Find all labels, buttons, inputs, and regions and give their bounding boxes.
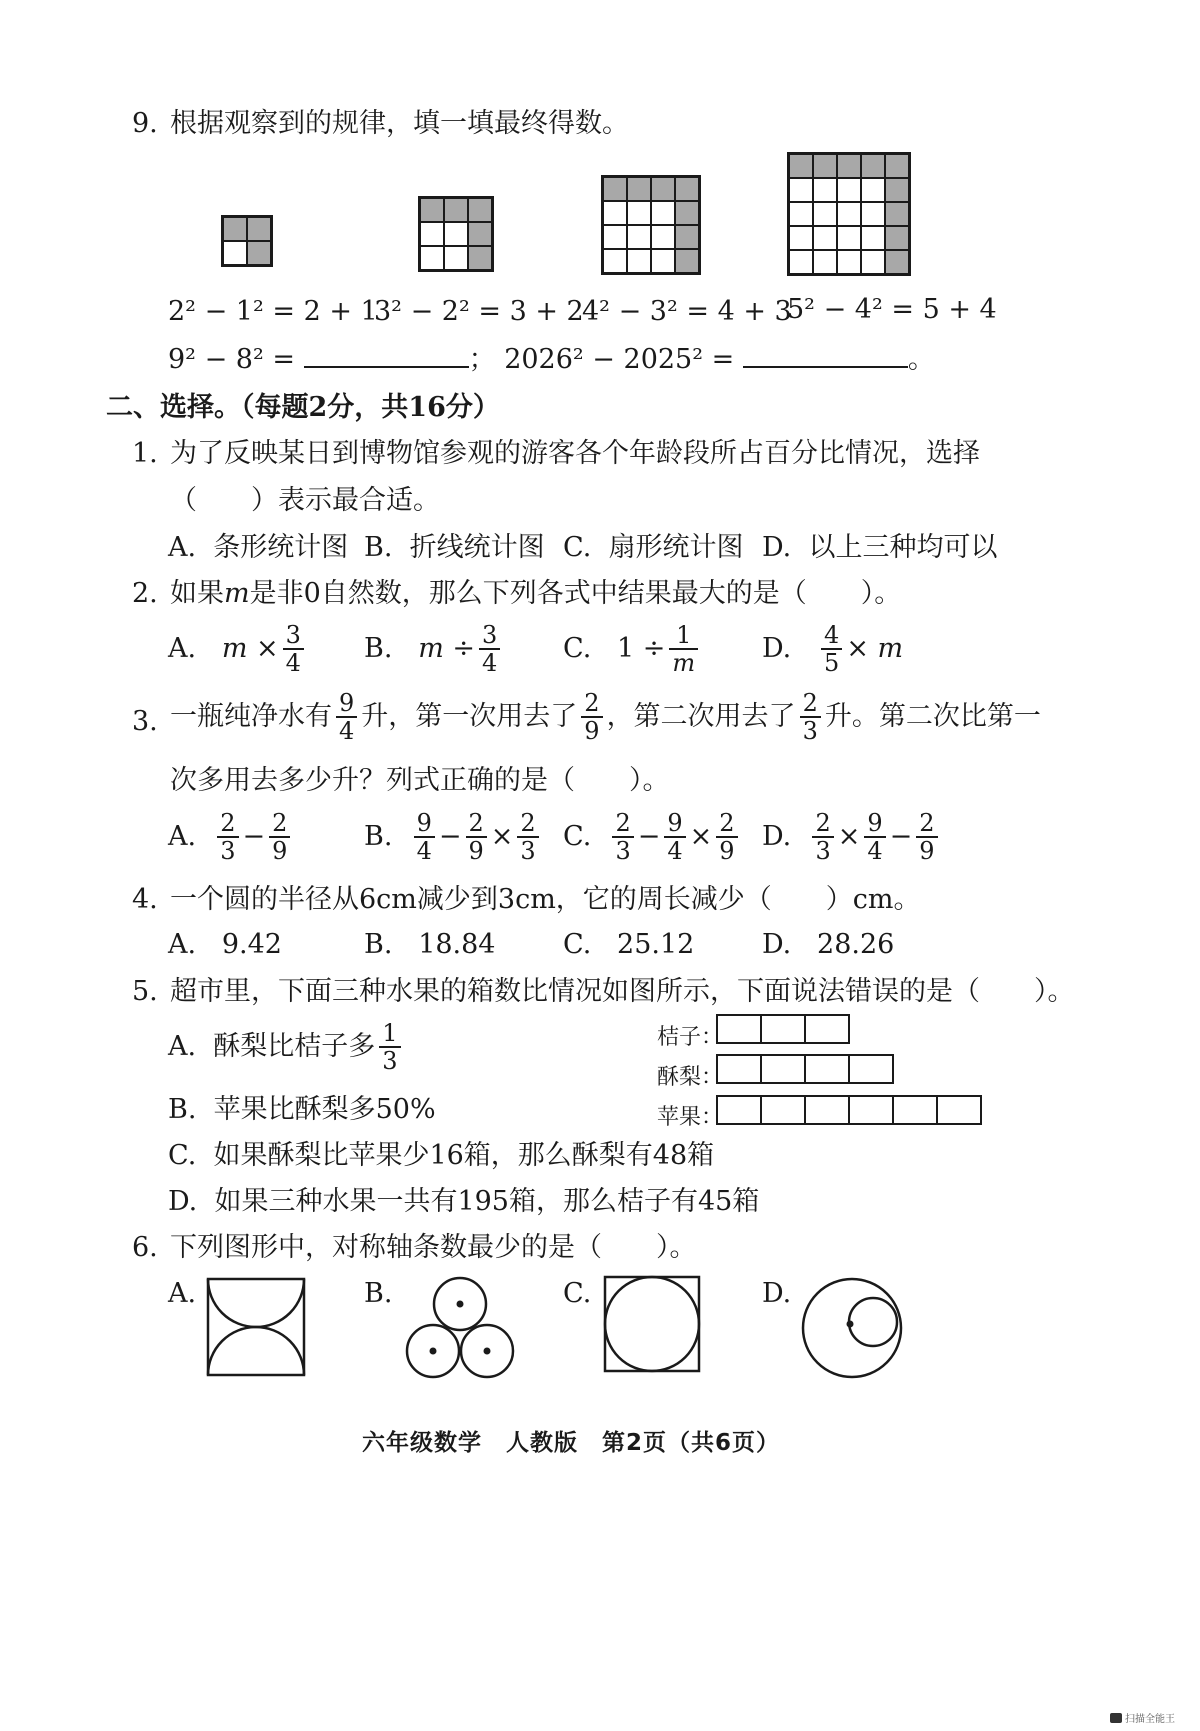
- q6-option-c-label[interactable]: C.: [563, 1278, 592, 1309]
- q5-stem: 超市里，下面三种水果的箱数比情况如图所示，下面说法错误的是（ ）。: [170, 976, 1075, 1007]
- ratio-bar-apple: [718, 1095, 982, 1125]
- ratio-unit-box: [804, 1014, 850, 1044]
- q9-separator: ；: [468, 344, 496, 375]
- q2-number: 2.: [132, 578, 158, 609]
- q4-option-a[interactable]: A. 9.42: [168, 929, 282, 960]
- q3-option-b[interactable]: B. $\frac{9}{4}$ − $\frac{2}{9}$ × $\frac{2}{3}$: [364, 810, 543, 865]
- ratio-label-pear: 酥梨：: [657, 1065, 724, 1090]
- ratio-label-apple: 苹果：: [657, 1105, 724, 1130]
- q6-option-a-label[interactable]: A.: [168, 1278, 197, 1309]
- grid-3x3: [418, 196, 494, 272]
- q2-stem: 如果m是非0自然数，那么下列各式中结果最大的是（ ）。: [170, 578, 902, 609]
- ratio-unit-box: [936, 1095, 982, 1125]
- figure-d-inner-circle: [800, 1276, 904, 1380]
- q1-option-d[interactable]: D. 以上三种均可以: [762, 532, 998, 563]
- grid-2x2: [221, 215, 273, 267]
- ratio-label-tangerine: 桔子：: [657, 1025, 724, 1050]
- q6-option-b-label[interactable]: B.: [364, 1278, 393, 1309]
- q1-option-c[interactable]: C. 扇形统计图: [563, 532, 744, 563]
- figure-c-circle-in-square: [602, 1274, 702, 1374]
- q4-option-c[interactable]: C. 25.12: [563, 929, 695, 960]
- q9-answer-blank-b[interactable]: [743, 344, 908, 368]
- ratio-unit-box: [760, 1014, 806, 1044]
- ratio-unit-box: [760, 1095, 806, 1125]
- q5-number: 5.: [132, 976, 158, 1007]
- q1-line1: 为了反映某日到博物馆参观的游客各个年龄段所占百分比情况，选择: [170, 438, 980, 469]
- scanner-watermark: 扫描全能王: [1110, 1710, 1175, 1725]
- q9-answer-blank-a[interactable]: [304, 344, 469, 368]
- q9-number: 9.: [132, 108, 158, 139]
- q2-option-a[interactable]: A. m × $\frac{3}{4}$: [168, 622, 308, 677]
- ratio-unit-box: [716, 1054, 762, 1084]
- q9-fill-b: 2026² − 2025² =: [504, 344, 735, 375]
- figure-a-square-two-semicircles: [205, 1276, 307, 1378]
- q1-option-a[interactable]: A. 条形统计图: [168, 532, 349, 563]
- q6-stem: 下列图形中，对称轴条数最少的是（ ）。: [170, 1232, 697, 1263]
- ratio-unit-box: [716, 1095, 762, 1125]
- q9-prompt: 根据观察到的规律，填一填最终得数。: [170, 108, 629, 139]
- q5-option-c[interactable]: C. 如果酥梨比苹果少16箱，那么酥梨有48箱: [168, 1140, 715, 1171]
- q3-option-a[interactable]: A. $\frac{2}{3}$ − $\frac{2}{9}$: [168, 810, 294, 865]
- q3-number: 3.: [132, 706, 158, 737]
- q3-option-d[interactable]: D. $\frac{2}{3}$ × $\frac{9}{4}$ − $\frac{2}{9}$: [762, 810, 942, 865]
- q2-option-d[interactable]: D. $\frac{4}{5}$ × m: [762, 621, 904, 678]
- ratio-bar-tangerine: [718, 1014, 850, 1044]
- q9-fill-line: [168, 344, 935, 376]
- q6-number: 6.: [132, 1232, 158, 1263]
- ratio-unit-box: [892, 1095, 938, 1125]
- figure-b-three-circles: [402, 1276, 518, 1382]
- q1-line2: （ ）表示最合适。: [170, 485, 440, 516]
- q3-option-c[interactable]: C. $\frac{2}{3}$ − $\frac{9}{4}$ × $\frac{2}{9}$: [563, 810, 742, 865]
- scanner-logo-icon: [1110, 1713, 1122, 1723]
- q3-line2: 次多用去多少升？列式正确的是（ ）。: [170, 765, 670, 796]
- ratio-unit-box: [848, 1054, 894, 1084]
- section2-title: 二、选择。（每题2分，共16分）: [106, 392, 500, 423]
- ratio-unit-box: [848, 1095, 894, 1125]
- q4-stem: 一个圆的半径从6cm减少到3cm，它的周长减少（ ）cm。: [170, 884, 921, 915]
- ratio-unit-box: [804, 1095, 850, 1125]
- q9-equation-3: 4² − 3² = 4 + 3: [582, 296, 792, 327]
- page-footer: 六年级数学 人教版 第2页（共6页）: [362, 1430, 781, 1456]
- ratio-unit-box: [804, 1054, 850, 1084]
- ratio-unit-box: [760, 1054, 806, 1084]
- q6-option-d-label[interactable]: D.: [762, 1278, 792, 1309]
- grid-4x4: [601, 175, 701, 275]
- q2-option-b[interactable]: B. m ÷ $\frac{3}{4}$: [364, 622, 504, 677]
- q5-option-d[interactable]: D. 如果三种水果一共有195箱，那么桔子有45箱: [168, 1186, 760, 1217]
- q4-option-b[interactable]: B. 18.84: [364, 929, 496, 960]
- q9-end: 。: [907, 344, 935, 375]
- grid-5x5: [787, 152, 911, 276]
- q3-line1: 一瓶纯净水有 $\frac{9}{4}$ 升，第一次用去了 $\frac{2}{9}$ ，第二次用去了 $\frac{2}{3}$ 升。第二次比第一: [170, 689, 1041, 746]
- q5-option-a[interactable]: A. 酥梨比桔子多 $\frac{1}{3}$: [168, 1020, 405, 1075]
- q9-equation-2: 3² − 2² = 3 + 2: [374, 296, 584, 327]
- q2-option-c[interactable]: C. 1 ÷ $\frac{1}{m}$: [563, 622, 702, 677]
- ratio-unit-box: [716, 1014, 762, 1044]
- q9-equation-1: 2² − 1² = 2 + 1: [168, 296, 378, 327]
- q4-option-d[interactable]: D. 28.26: [762, 929, 895, 960]
- ratio-bar-pear: [718, 1054, 894, 1084]
- q9-fill-a: 9² − 8² =: [168, 344, 295, 375]
- q1-number: 1.: [132, 438, 158, 469]
- q1-option-b[interactable]: B. 折线统计图: [364, 532, 545, 563]
- q4-number: 4.: [132, 884, 158, 915]
- q5-option-b[interactable]: B. 苹果比酥梨多50%: [168, 1094, 436, 1125]
- q9-equation-4: 5² − 4² = 5 + 4: [787, 294, 997, 325]
